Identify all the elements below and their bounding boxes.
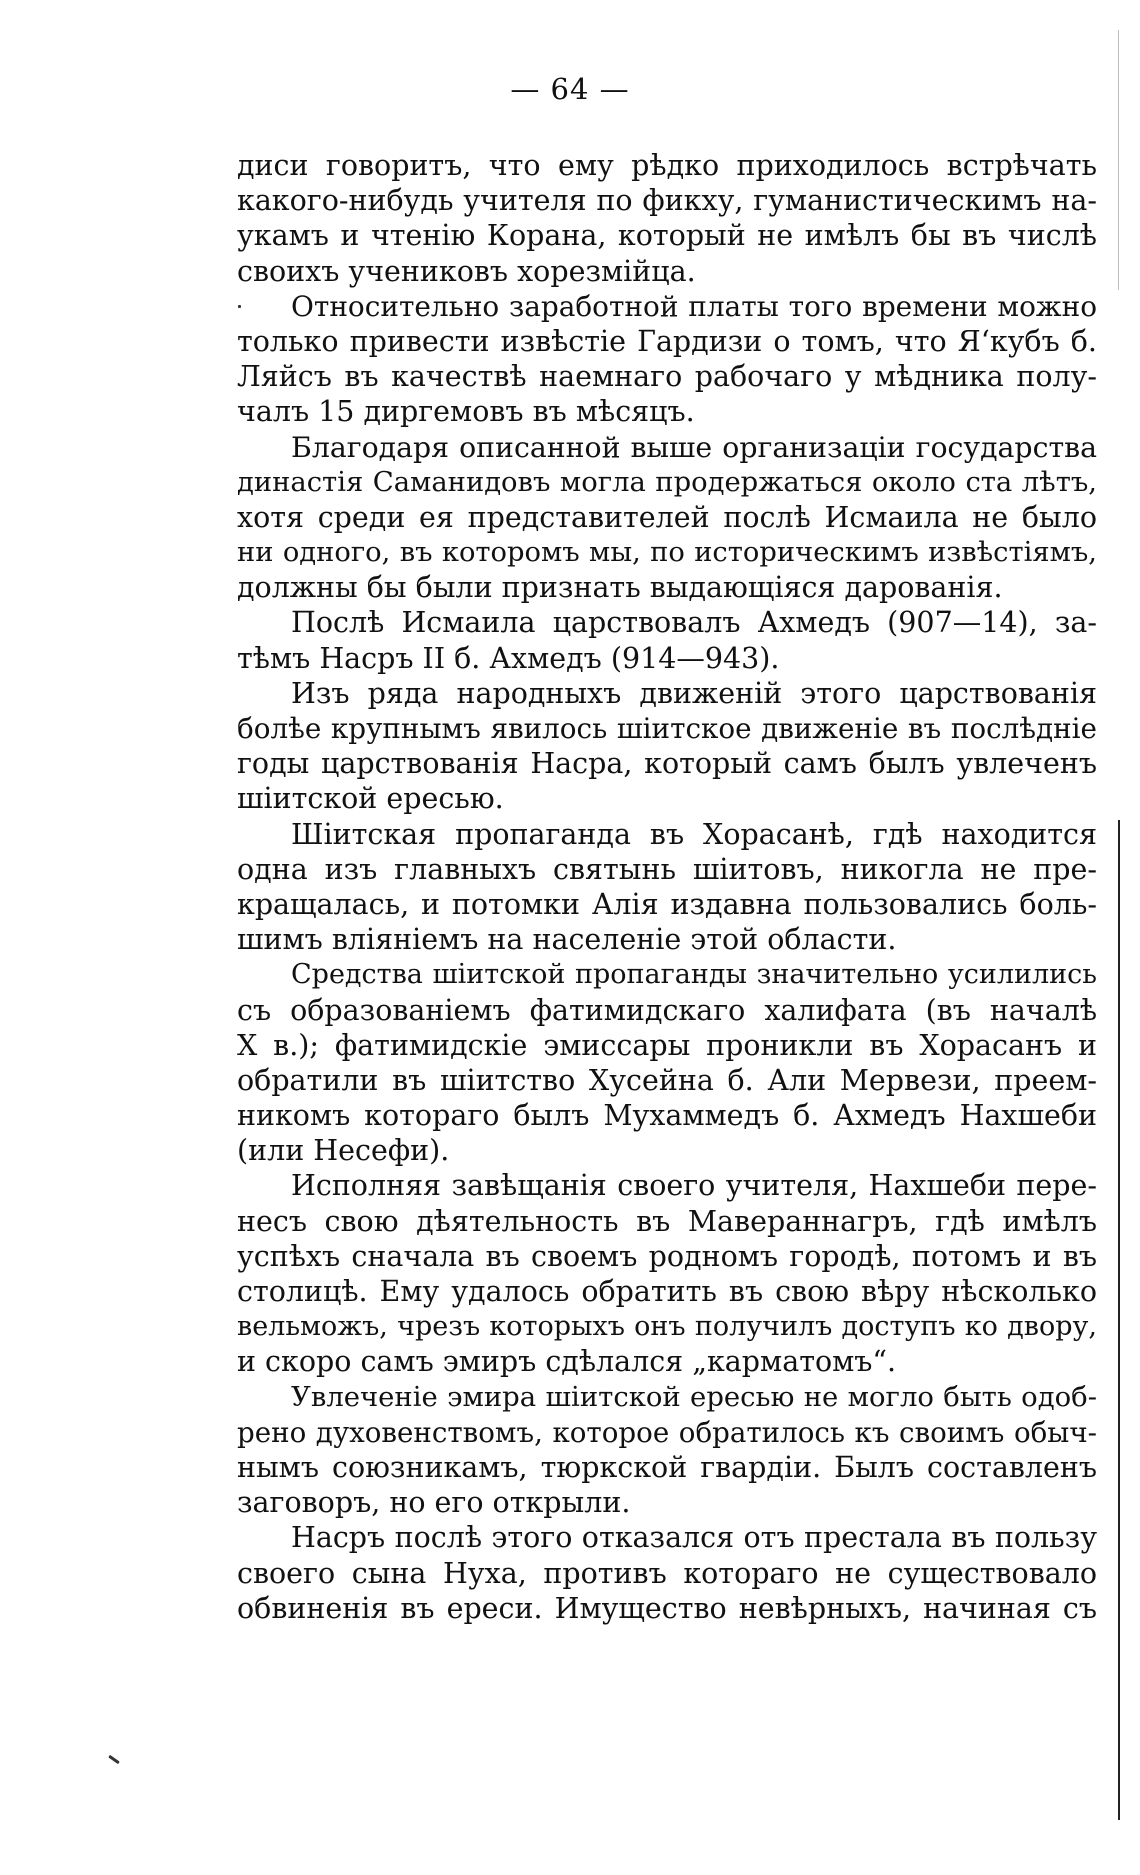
text-line: обратили въ шіитство Хусейна б. Али Мервези, преем- xyxy=(237,1063,1097,1097)
paragraph-first-line: Насръ послѣ этого отказался отъ престала въ пользу xyxy=(291,1521,1097,1555)
paragraph-first-line: Исполняя завѣщанія своего учителя, Нахшеби пере- xyxy=(291,1169,1097,1203)
text-line: своего сына Нуха, противъ котораго не существовало xyxy=(237,1556,1097,1590)
text-line: столицѣ. Ему удалось обратить въ свою вѣру нѣсколько xyxy=(237,1275,1097,1308)
text-line: рено духовенствомъ, которое обратилось къ своимъ обыч- xyxy=(237,1415,1097,1449)
text-line: нымъ союзникамъ, тюркской гвардіи. Былъ составленъ xyxy=(237,1450,1097,1484)
text-line: диси говоритъ, что ему рѣдко приходилось встрѣчать xyxy=(237,149,1097,182)
scan-edge-mark xyxy=(1118,30,1119,290)
text-line: династія Саманидовъ могла продержаться около ста лѣтъ, xyxy=(237,466,1097,498)
scan-edge-shadow xyxy=(1118,820,1120,1820)
text-line: чалъ 15 диргемовъ въ мѣсяцъ. xyxy=(237,395,695,429)
paragraph-first-line: Изъ ряда народныхъ движеній этого царствованія xyxy=(291,676,1097,710)
text-line: хотя среди ея представителей послѣ Исмаила не было xyxy=(237,500,1097,534)
text-line: и скоро самъ эмиръ сдѣлался „карматомъ“. xyxy=(237,1345,897,1379)
paragraph-first-line: Относительно заработной платы того времени можно xyxy=(291,289,1097,323)
text-line: болѣе крупнымъ явилось шіитское движеніе въ послѣдніе xyxy=(237,712,1097,745)
text-line: своихъ учениковъ хорезмійца. xyxy=(237,254,696,288)
paragraph-first-line: Увлеченіе эмира шіитской ересью не могло быть одоб- xyxy=(291,1381,1097,1413)
scan-speck xyxy=(108,1755,120,1764)
text-line: годы царствованія Насра, который самъ былъ увлеченъ xyxy=(237,747,1097,781)
body-text xyxy=(237,148,1097,1626)
text-line: никомъ котораго былъ Мухаммедъ б. Ахмедъ Нахшеби xyxy=(237,1099,1097,1133)
paragraph-first-line: Шіитская пропаганда въ Хорасанѣ, гдѣ находится xyxy=(291,817,1097,851)
paragraph-first-line: Послѣ Исмаила царствовалъ Ахмедъ (907—14), за- xyxy=(291,606,1097,640)
text-line: несъ свою дѣятельность въ Мавераннагръ, гдѣ имѣлъ xyxy=(237,1204,1097,1238)
text-line: только привести извѣстіе Гардизи о томъ, что Я‘кубъ б. xyxy=(237,324,1097,358)
page-number: — 64 — xyxy=(510,72,630,106)
text-line: шимъ вліяніемъ на населеніе этой области. xyxy=(237,923,897,957)
scan-speck xyxy=(238,305,241,308)
text-line: тѣмъ Насръ II б. Ахмедъ (914—943). xyxy=(237,641,780,675)
text-line: Ляйсъ въ качествѣ наемнаго рабочаго у мѣдника полу- xyxy=(237,360,1097,394)
text-line: какого-нибудь учителя по фикху, гуманистическимъ на- xyxy=(237,184,1097,218)
text-line: (или Несефи). xyxy=(237,1134,450,1168)
text-line: кращалась, и потомки Алія издавна пользовались боль- xyxy=(237,887,1097,921)
text-line: успѣхъ сначала въ своемъ родномъ городѣ, потомъ и въ xyxy=(237,1239,1097,1273)
text-line: обвиненія въ ереси. Имущество невѣрныхъ, начиная съ xyxy=(237,1591,1097,1625)
text-line: шіитской ересью. xyxy=(237,782,504,816)
text-line: съ образованіемъ фатимидскаго халифата (въ началѣ xyxy=(237,993,1097,1027)
paragraph-first-line: Благодаря описанной выше организаціи государства xyxy=(291,430,1097,464)
text-line: одна изъ главныхъ святынь шіитовъ, никогла не пре- xyxy=(237,852,1097,886)
text-line: укамъ и чтенію Корана, который не имѣлъ бы въ числѣ xyxy=(237,219,1097,253)
text-line: заговоръ, но его открыли. xyxy=(237,1486,631,1520)
text-line: вельможъ, чрезъ которыхъ онъ получилъ доступъ ко двору, xyxy=(237,1311,1097,1343)
text-line: должны бы были признать выдающіяся дарованія. xyxy=(237,571,1003,605)
text-line: X в.); фатимидскіе эмиссары проникли въ Хорасанъ и xyxy=(237,1028,1097,1062)
paragraph-first-line: Средства шіитской пропаганды значительно усилились xyxy=(291,959,1097,991)
text-line: ни одного, въ которомъ мы, по историческимъ извѣстіямъ, xyxy=(237,537,1097,569)
